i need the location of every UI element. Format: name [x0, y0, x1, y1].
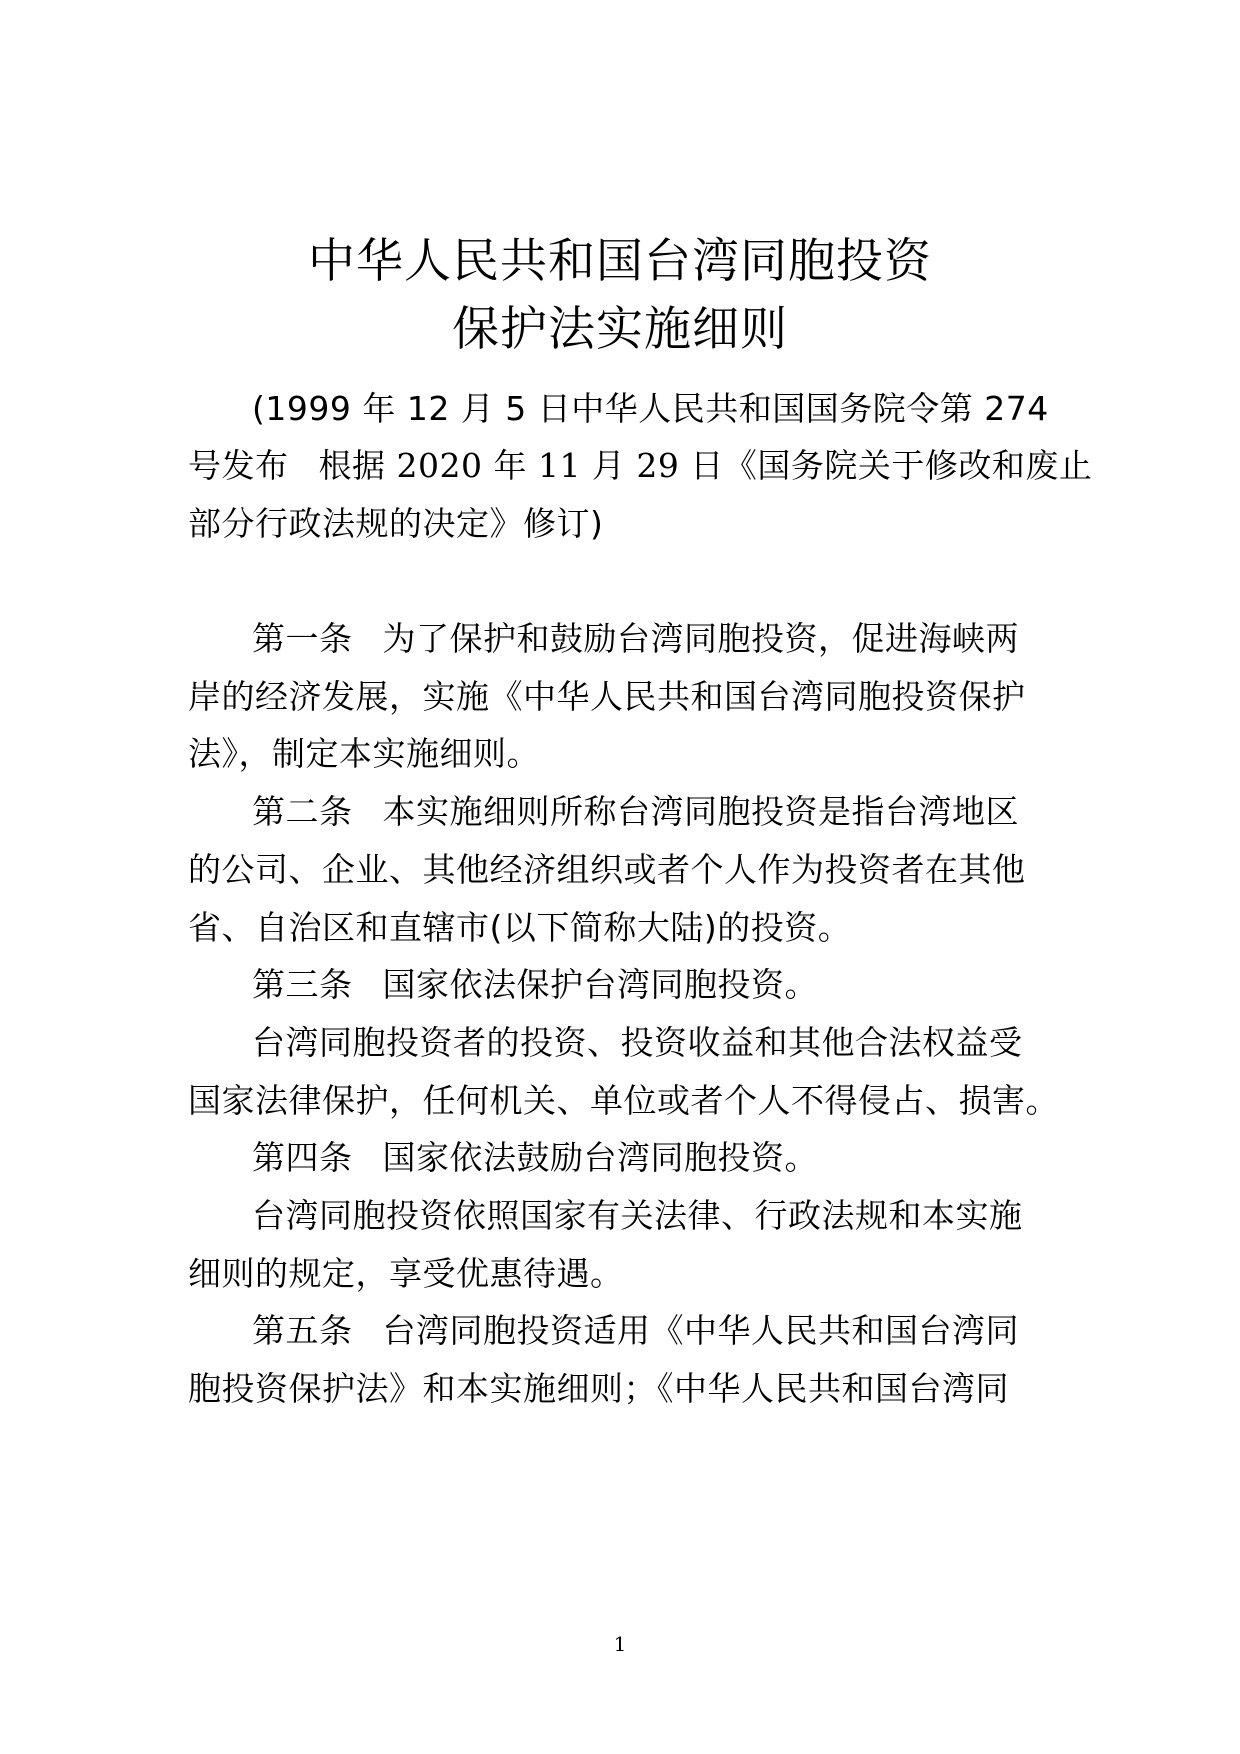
- article-3-paragraph-2-line-1: 台湾同胞投资者的投资、投资收益和其他合法权益受: [252, 1023, 1023, 1062]
- article-3-label: 第三条: [252, 965, 353, 1004]
- article-4-label: 第四条: [252, 1138, 353, 1177]
- article-1-line-1: [252, 617, 1054, 661]
- preamble-line-1: (1999 年 12 月 5 日中华人民共和国国务院令第 274: [252, 389, 1049, 428]
- preamble-line-3: 部分行政法规的决定》修订): [188, 504, 604, 543]
- article-4-text: 国家依法鼓励台湾同胞投资。: [382, 1138, 818, 1177]
- article-2-label: 第二条: [252, 792, 353, 831]
- article-4-paragraph-2-line-2: 细则的规定，享受优惠待遇。: [188, 1254, 624, 1293]
- preamble-line-2: [188, 444, 1093, 488]
- preamble-line-2-end: 根据 2020 年 11 月 29 日《国务院关于修改和废止: [318, 446, 1093, 485]
- article-5-label: 第五条: [252, 1311, 353, 1350]
- article-1-label: 第一条: [252, 619, 353, 658]
- article-3-paragraph-2-line-2: 国家法律保护，任何机关、单位或者个人不得侵占、损害。: [188, 1081, 1059, 1120]
- article-4-line-1: [252, 1136, 1054, 1180]
- article-2-text: 本实施细则所称台湾同胞投资是指台湾地区: [382, 792, 1019, 831]
- article-1-line-2: 岸的经济发展，实施《中华人民共和国台湾同胞投资保护: [188, 677, 1026, 716]
- article-1-line-3: 法》，制定本实施细则。: [188, 734, 540, 773]
- article-1-text: 为了保护和鼓励台湾同胞投资，促进海峡两: [382, 619, 1019, 658]
- article-5-text: 台湾同胞投资适用《中华人民共和国台湾同: [382, 1311, 1019, 1350]
- article-2-line-2: 的公司、企业、其他经济组织或者个人作为投资者在其他: [188, 850, 1026, 889]
- document-title-line-2: 保护法实施细则: [452, 302, 788, 357]
- preamble-line-2-start: 号发布: [188, 446, 289, 485]
- article-2-line-1: [252, 790, 1054, 834]
- article-3-line-1: [252, 963, 1054, 1007]
- article-5-line-2: 胞投资保护法》和本实施细则；《中华人民共和国台湾同: [188, 1369, 1009, 1408]
- page-number: 1: [613, 1632, 627, 1656]
- article-5-line-1: [252, 1309, 1054, 1353]
- document-title-line-1: 中华人民共和国台湾同胞投资: [308, 234, 932, 289]
- article-2-line-3: 省、自治区和直辖市(以下简称大陆)的投资。: [188, 908, 852, 947]
- article-3-text: 国家依法保护台湾同胞投资。: [382, 965, 818, 1004]
- article-4-paragraph-2-line-1: 台湾同胞投资依照国家有关法律、行政法规和本实施: [252, 1196, 1023, 1235]
